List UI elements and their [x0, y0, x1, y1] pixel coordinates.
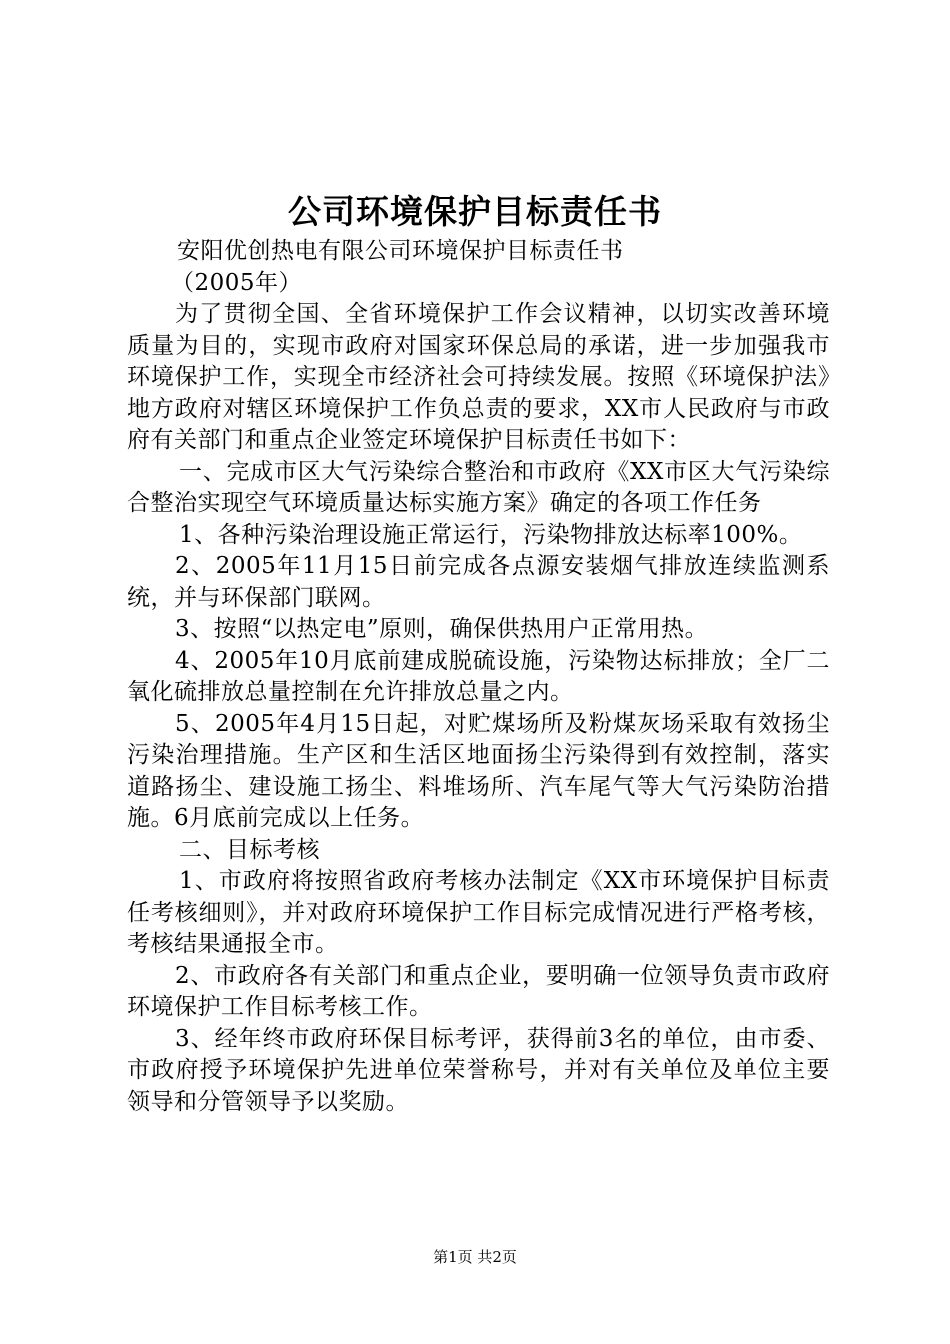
paragraph-item: 3、按照“以热定电”原则，确保供热用户正常用热。 [175, 616, 709, 642]
document-title: 公司环境保护目标责任书 [288, 192, 662, 231]
paragraph-item: 5、2005年4月15日起，对贮煤场所及粉煤灰场采取有效扬尘污染治理措施。生产区和生活区地面扬尘污染得到有效控制，落实道路扬尘、建设施工扬尘、料堆场所、汽车尾气等大气污染防治措施。6月底前完成以上任务。 [127, 710, 830, 831]
paragraph-item: 2、市政府各有关部门和重点企业，要明确一位领导负责市政府环境保护工作目标考核工作。 [127, 962, 830, 1020]
section-heading-1: 一、完成市区大气污染综合整治和市政府《XX市区大气污染综合整治实现空气环境质量达标实施方案》确定的各项工作任务 [127, 458, 830, 516]
section-heading-2: 二、目标考核 [179, 836, 320, 863]
document-subtitle: 安阳优创热电有限公司环境保护目标责任书 [177, 238, 624, 264]
paragraph-item: 2、2005年11月15日前完成各点源安装烟气排放连续监测系统，并与环保部门联网。 [127, 553, 830, 611]
paragraph-item: 3、经年终市政府环保目标考评，获得前3名的单位，由市委、市政府授予环境保护先进单位荣誉称号，并对有关单位及单位主要领导和分管领导予以奖励。 [127, 1025, 830, 1115]
document-year: （2005年） [171, 269, 303, 296]
paragraph-item: 1、各种污染治理设施正常运行，污染物排放达标率100%。 [179, 521, 803, 548]
paragraph-item: 1、市政府将按照省政府考核办法制定《XX市环境保护目标责任考核细则》，并对政府环境保护工作目标完成情况进行严格考核，考核结果通报全市。 [127, 868, 830, 957]
paragraph-intro: 为了贯彻全国、全省环境保护工作会议精神，以切实改善环境质量为目的，实现市政府对国家环保总局的承诺，进一步加强我市环境保护工作，实现全市经济社会可持续发展。按照《环境保护法》地方政府对辖区环境保护工作负总责的要求，XX市人民政府与市政府有关部门和重点企业签定环境保护目标责任书如下： [127, 301, 830, 453]
paragraph-item: 4、2005年10月底前建成脱硫设施，污染物达标排放；全厂二氧化硫排放总量控制在允许排放总量之内。 [127, 647, 830, 705]
document-body [127, 236, 830, 1118]
page-number: 第1页 共2页 [433, 1248, 517, 1266]
